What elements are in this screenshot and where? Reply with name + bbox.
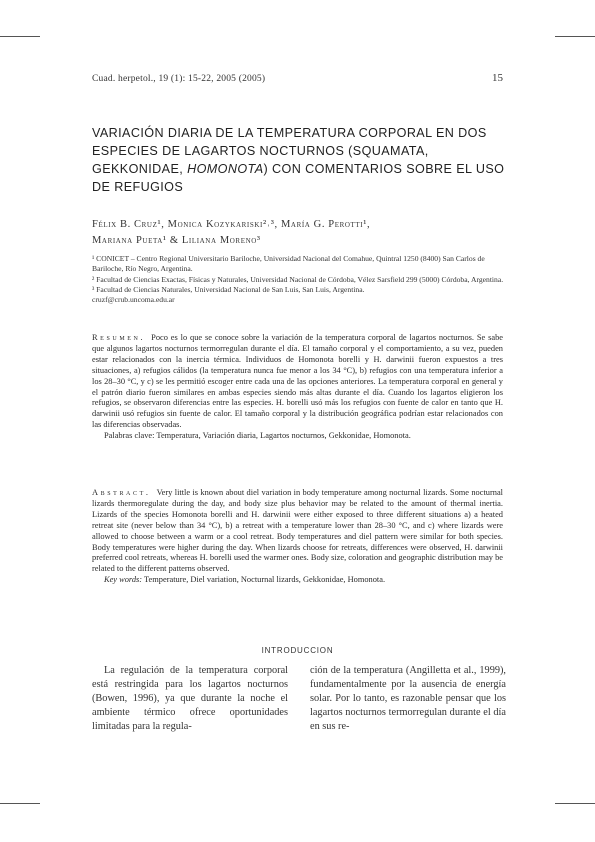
affiliation-3: ³ Facultad de Ciencias Naturales, Universidad Nacional de San Luis, San Luis, Argentina. bbox=[92, 284, 365, 294]
author-line-2: Mariana Pueta¹ & Liliana Moreno³ bbox=[92, 235, 261, 246]
crop-mark-bottom-left bbox=[0, 803, 40, 804]
title-genus: HOMONOTA bbox=[187, 162, 264, 176]
resumen-section bbox=[92, 333, 503, 442]
title-part-2: ) CON COMENTARIOS SOBRE EL USO DE REFUGIOS bbox=[92, 162, 505, 194]
abstract-text: Very little is known about diel variation in body temperature among nocturnal lizards. Some nocturnal lizards thermoregulate during the day, and body size plus behavior may be related to the amount of thermal inertia. Lizards of the species Homonota borelli and H. darwinii were either exposed to three different situations a) a heated retreat site (never below than 34 °C), b) a retreat with a temperature lower than 28–30 °C, and c) where lizards were allowed to choose between a warm or a cool retreat. Body temperatures and diel pattern were similar for both species. Body temperatures were higher during the day. When lizards choose for retreats, differences were observed, H. darwinii preferred cool retreats, whereas H. borelli used the warmer ones. Body size, coloration and geographic distribution may be related to the different patterns observed. bbox=[92, 488, 503, 574]
body-column-right bbox=[310, 664, 506, 734]
abstract-label: Abstract. bbox=[92, 488, 151, 497]
intro-paragraph-right: ción de la temperatura (Angilletta et al., 1999), fundamentalmente por la ausencia de energía solar. Por lo tanto, es razonable pensar que los lagartos nocturnos termorregulan durante el día en sus re- bbox=[310, 665, 506, 732]
abstract-keywords-label: Key words: bbox=[104, 575, 143, 585]
affiliation-1: ¹ CONICET – Centro Regional Universitario Bariloche, Universidad Nacional del Comahue, Quintral 1250 (8400) San Carlos de Bariloche, Río Negro, Argentina. bbox=[92, 254, 485, 274]
resumen-keywords-label: Palabras clave: bbox=[104, 431, 155, 441]
affiliation-2: ² Facultad de Ciencias Exactas, Físicas y Naturales, Universidad Nacional de Córdoba, Vélez Sarsfield 299 (5000) Córdoba, Argentina. bbox=[92, 274, 504, 284]
author-list bbox=[92, 217, 512, 249]
crop-mark-top-right bbox=[555, 36, 595, 37]
author-line-1: Félix B. Cruz¹, Monica Kozykariski²˒³, María G. Perotti¹, bbox=[92, 219, 371, 230]
body-column-left bbox=[92, 664, 288, 734]
resumen-keywords: Temperatura, Variación diaria, Lagartos nocturnos, Gekkonidae, Homonota. bbox=[156, 431, 411, 441]
article-title bbox=[92, 124, 512, 196]
crop-mark-top-left bbox=[0, 36, 40, 37]
abstract-keywords: Temperature, Diel variation, Nocturnal lizards, Gekkonidae, Homonota. bbox=[144, 575, 386, 585]
section-heading-introduccion: INTRODUCCION bbox=[261, 646, 334, 655]
running-head: Cuad. herpetol., 19 (1): 15-22, 2005 (2005) bbox=[92, 74, 266, 84]
contact-email: cruzf@crub.uncoma.edu.ar bbox=[92, 295, 175, 305]
crop-mark-bottom-right bbox=[555, 803, 595, 804]
abstract-section bbox=[92, 488, 503, 586]
affiliations bbox=[92, 254, 512, 305]
resumen-text: Poco es lo que se conoce sobre la variación de la temperatura corporal de lagartos nocturnos. Se sabe que algunos lagartos nocturnos termorregulan durante el día. El tamaño corporal y el comportamiento, a su vez, pueden estar relacionados con la inercia térmica. Individuos de Homonota borelli y H. darwinii fueron expuestos a tres situaciones, a) refugios cálidos (la temperatura nunca fue menor a los 34 °C), b) refugios con una temperatura inferior a los 28–30 °C, y c) se les permitió escoger entre cada una de las opciones anteriores. La temperatura corporal en general y el patrón diario fueron similares en ambas especies siendo más altas durante el día. Cuando los lagartos eligieron los refugios, se observaron diferencias entre las especies. H. borelli usó más los refugios con fuente de calor en tanto que H. darwinii usó refugios sin fuente de calor. El tamaño corporal y la distribución geográfica podrían estar relacionados con las diferencias observadas. bbox=[92, 333, 503, 430]
page-number: 15 bbox=[492, 72, 503, 84]
resumen-label: Resumen. bbox=[92, 333, 146, 342]
title-part-1: VARIACIÓN DIARIA DE LA TEMPERATURA CORPORAL EN DOS ESPECIES DE LAGARTOS NOCTURNOS (SQUAMATA, GEKKONIDAE, bbox=[92, 126, 487, 176]
intro-paragraph-left: La regulación de la temperatura corporal está restringida para los lagartos nocturnos (Bowen, 1996), ya que durante la noche el ambiente térmico ofrece oportunidades limitadas para la regula- bbox=[92, 665, 288, 732]
